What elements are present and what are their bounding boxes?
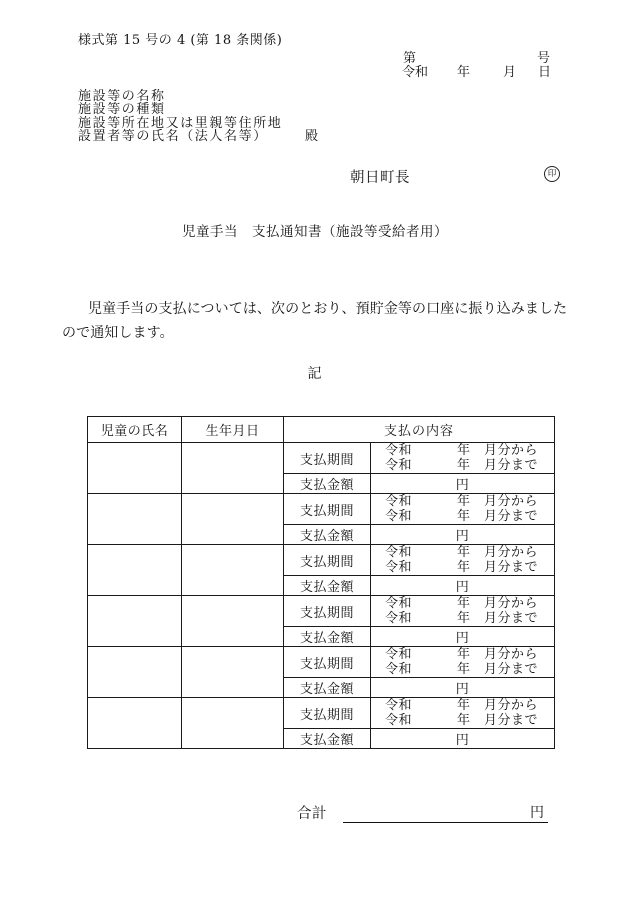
period-to-year: 年 [457,509,471,524]
period-from-era: 令和 [385,494,413,509]
payment-period-label: 支払期間 [284,647,371,678]
period-from-era: 令和 [385,443,413,458]
period-from-era: 令和 [385,596,413,611]
payment-period-row [88,443,555,474]
recipient-owner-name-label: 設置者等の氏名（法人名等） [78,129,268,144]
period-to-suffix: 月分まで [484,662,539,677]
payment-amount-unit: 円 [371,678,555,698]
body-line-2: ので通知します。 [62,325,174,341]
period-from-suffix: 月分から [484,545,539,560]
period-from-era: 令和 [385,698,413,713]
period-from-suffix: 月分から [484,443,539,458]
period-to-year: 年 [457,713,471,728]
payment-period-row [88,494,555,525]
header-child-name: 児童の氏名 [88,417,182,443]
payment-amount-label: 支払金額 [284,576,371,596]
period-to-line [371,458,554,473]
birth-date-cell [182,698,284,749]
period-to-era: 令和 [385,662,413,677]
doc-number-prefix: 第 [403,51,417,66]
period-to-line [371,713,554,728]
period-to-era: 令和 [385,611,413,626]
period-from-year: 年 [457,698,471,713]
birth-date-cell [182,494,284,545]
birth-date-cell [182,443,284,494]
period-to-suffix: 月分まで [484,713,539,728]
period-from-era: 令和 [385,647,413,662]
period-to-year: 年 [457,458,471,473]
payment-period-value-cell [371,698,555,729]
birth-date-cell [182,596,284,647]
period-to-era: 令和 [385,509,413,524]
payment-period-value-cell [371,443,555,474]
period-from-line [371,698,554,713]
payment-period-row [88,545,555,576]
period-to-suffix: 月分まで [484,560,539,575]
period-from-suffix: 月分から [484,596,539,611]
period-from-line [371,494,554,509]
payment-period-label: 支払期間 [284,545,371,576]
period-to-line [371,611,554,626]
payment-amount-label: 支払金額 [284,474,371,494]
payment-amount-unit: 円 [371,627,555,647]
period-from-line [371,443,554,458]
period-from-year: 年 [457,596,471,611]
period-from-suffix: 月分から [484,647,539,662]
honorific-dono: 殿 [305,129,319,144]
period-to-year: 年 [457,662,471,677]
seal-character: 印 [547,168,557,179]
period-from-era: 令和 [385,545,413,560]
payment-period-label: 支払期間 [284,698,371,729]
period-from-year: 年 [457,545,471,560]
form-number: 様式第 15 号の 4 (第 18 条関係) [78,33,283,48]
payment-period-label: 支払期間 [284,596,371,627]
period-to-era: 令和 [385,713,413,728]
period-to-line [371,509,554,524]
period-to-line [371,560,554,575]
period-from-suffix: 月分から [484,494,539,509]
date-era-label: 令和 [402,65,429,80]
payment-period-row [88,596,555,627]
seal-icon [544,166,560,182]
child-name-cell [88,494,182,545]
payment-period-value-cell [371,647,555,678]
document-title: 児童手当 支払通知書（施設等受給者用） [182,224,448,240]
period-to-year: 年 [457,611,471,626]
recipient-address-label: 施設等所在地又は里親等住所地 [78,116,283,131]
child-name-cell [88,443,182,494]
period-to-year: 年 [457,560,471,575]
period-from-line [371,647,554,662]
period-to-suffix: 月分まで [484,458,539,473]
payment-amount-unit: 円 [371,474,555,494]
child-name-cell [88,647,182,698]
issuer-mayor-name: 朝日町長 [350,170,410,186]
child-name-cell [88,698,182,749]
period-from-year: 年 [457,647,471,662]
section-mark-ki: 記 [307,366,323,382]
total-label: 合計 [297,806,327,822]
period-to-suffix: 月分まで [484,509,539,524]
period-from-suffix: 月分から [484,698,539,713]
child-name-cell [88,545,182,596]
payment-amount-label: 支払金額 [284,627,371,647]
doc-number-suffix: 号 [537,51,551,66]
body-line-1: 児童手当の支払については、次のとおり、預貯金等の口座に振り込みました [88,301,568,317]
period-from-line [371,596,554,611]
birth-date-cell [182,545,284,596]
payment-amount-unit: 円 [371,729,555,749]
header-payment-details: 支払の内容 [284,417,555,443]
total-amount-line: 円 [343,805,548,823]
payment-amount-label: 支払金額 [284,525,371,545]
child-name-cell [88,596,182,647]
table-header-row [88,417,555,443]
header-birth-date: 生年月日 [182,417,284,443]
period-to-line [371,662,554,677]
recipient-facility-name-label: 施設等の名称 [78,89,166,104]
payment-amount-unit: 円 [371,576,555,596]
payment-period-row [88,698,555,729]
payment-amount-label: 支払金額 [284,729,371,749]
total-section [297,805,548,823]
period-to-era: 令和 [385,458,413,473]
payment-period-value-cell [371,596,555,627]
date-month-label: 月 [503,65,517,80]
period-to-suffix: 月分まで [484,611,539,626]
payment-period-row [88,647,555,678]
payment-period-value-cell [371,545,555,576]
date-day-label: 日 [538,65,552,80]
birth-date-cell [182,647,284,698]
period-from-line [371,545,554,560]
recipient-facility-type-label: 施設等の種類 [78,102,166,117]
payment-period-label: 支払期間 [284,443,371,474]
payment-period-value-cell [371,494,555,525]
period-to-era: 令和 [385,560,413,575]
payment-amount-label: 支払金額 [284,678,371,698]
body-paragraph [62,297,569,345]
period-from-year: 年 [457,494,471,509]
payment-period-label: 支払期間 [284,494,371,525]
payment-table [87,416,555,749]
date-year-label: 年 [457,65,471,80]
payment-amount-unit: 円 [371,525,555,545]
period-from-year: 年 [457,443,471,458]
